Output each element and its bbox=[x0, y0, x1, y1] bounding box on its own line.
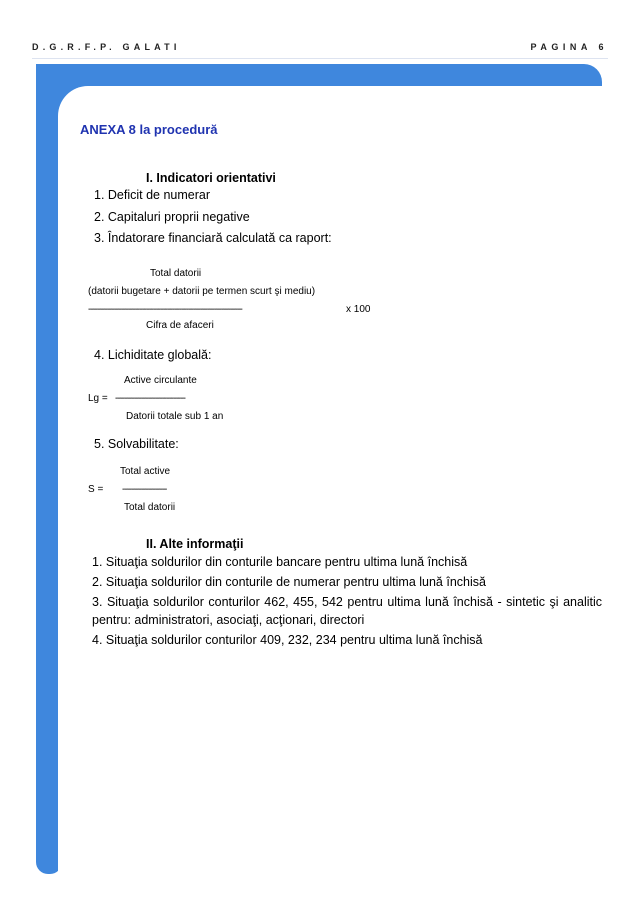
info-item-4: 4. Situaţia soldurilor conturilor 409, 232, 234 pentru ultima lună închisă bbox=[92, 633, 483, 647]
formula-lg-denominator: Datorii totale sub 1 an bbox=[126, 411, 224, 422]
formula-s-numerator: Total active bbox=[120, 466, 171, 477]
indicator-item-4: 4. Lichiditate globală: bbox=[94, 348, 212, 362]
formula-debt-denominator: Cifra de afaceri bbox=[146, 320, 214, 331]
indicator-item-3: 3. Îndatorare financiară calculată ca raport: bbox=[94, 231, 332, 245]
anexa-title: ANEXA 8 la procedură bbox=[80, 122, 218, 137]
formula-debt-numerator-detail: (datorii bugetare + datorii pe termen scurt şi mediu) bbox=[88, 286, 316, 297]
formula-s-fraction-line: ------------------- bbox=[122, 484, 167, 495]
indicator-item-1: 1. Deficit de numerar bbox=[94, 188, 211, 202]
header-page-number: PAGINA 6 bbox=[530, 42, 608, 52]
header-left: D.G.R.F.P. GALATI bbox=[32, 42, 181, 52]
header-rule bbox=[32, 58, 608, 59]
info-item-1: 1. Situaţia soldurilor din conturile bancare pentru ultima lună închisă bbox=[92, 555, 468, 569]
formula-lg-lhs: Lg = bbox=[88, 393, 108, 404]
formula-s-lhs: S = bbox=[88, 484, 104, 495]
formula-s-denominator: Total datorii bbox=[124, 502, 176, 513]
formula-lg-fraction-line: ------------------------------ bbox=[115, 393, 185, 404]
indicator-item-2: 2. Capitaluri proprii negative bbox=[94, 210, 250, 224]
info-item-2: 2. Situaţia soldurilor din conturile de numerar pentru ultima lună închisă bbox=[92, 575, 486, 589]
formula-debt-multiplier: x 100 bbox=[346, 304, 371, 315]
formula-debt-fraction-line: ------------------------------------------------------------------ bbox=[88, 304, 242, 315]
info-item-3: 3. Situaţia soldurilor conturilor 462, 455, 542 pentru ultima lună închisă - sintetic şi analitic pentru: administratori, asociaţi, acţionari, directori bbox=[92, 595, 602, 627]
formula-lg-numerator: Active circulante bbox=[124, 375, 197, 386]
section2-title: II. Alte informaţii bbox=[146, 537, 244, 551]
indicator-item-5: 5. Solvabilitate: bbox=[94, 437, 179, 451]
section1-title: I. Indicatori orientativi bbox=[146, 171, 276, 185]
formula-debt-numerator: Total datorii bbox=[150, 268, 202, 279]
